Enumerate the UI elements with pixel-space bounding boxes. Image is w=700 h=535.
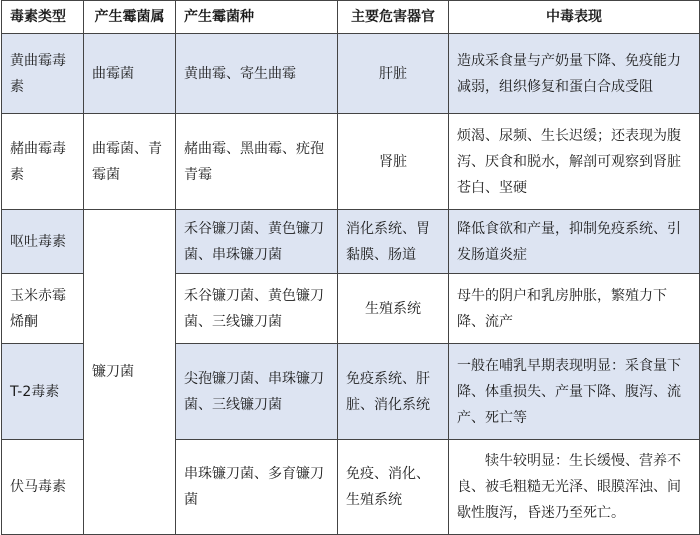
symptoms-cell: 一般在哺乳早期表现明显：采食量下降、体重损失、产量下降、腹泻、流产、死亡等 — [449, 344, 700, 440]
toxin-type-cell: 伏马毒素 — [2, 440, 84, 535]
species-cell: 串珠镰刀菌、多育镰刀菌 — [176, 440, 338, 535]
toxin-type-cell: T-2毒素 — [2, 344, 84, 440]
organ-cell: 生殖系统 — [338, 274, 449, 344]
symptoms-cell: 烦渴、尿频、生长迟缓；还表现为腹泻、厌食和脱水，解剖可观察到肾脏苍白、坚硬 — [449, 114, 700, 210]
organ-cell: 消化系统、胃黏膜、肠道 — [338, 210, 449, 274]
table-row — [2, 210, 700, 274]
table-header-row — [2, 1, 700, 34]
species-cell: 赭曲霉、黑曲霉、疣孢青霉 — [176, 114, 338, 210]
table-row — [2, 114, 700, 210]
species-cell: 禾谷镰刀菌、黄色镰刀菌、串珠镰刀菌 — [176, 210, 338, 274]
organ-cell: 肾脏 — [338, 114, 449, 210]
species-cell: 禾谷镰刀菌、黄色镰刀菌、三线镰刀菌 — [176, 274, 338, 344]
mycotoxin-table — [1, 0, 700, 535]
genus-cell-merged: 镰刀菌 — [84, 210, 176, 535]
header-target-organ: 主要危害器官 — [338, 1, 449, 34]
toxin-type-cell: 赭曲霉毒素 — [2, 114, 84, 210]
organ-cell: 免疫、消化、生殖系统 — [338, 440, 449, 535]
species-cell: 黄曲霉、寄生曲霉 — [176, 34, 338, 114]
table-row — [2, 34, 700, 114]
organ-cell: 免疫系统、肝脏、消化系统 — [338, 344, 449, 440]
genus-cell: 曲霉菌、青霉菌 — [84, 114, 176, 210]
genus-cell: 曲霉菌 — [84, 34, 176, 114]
header-toxin-type: 毒素类型 — [2, 1, 84, 34]
header-symptoms: 中毒表现 — [449, 1, 700, 34]
species-cell: 尖孢镰刀菌、串珠镰刀菌、三线镰刀菌 — [176, 344, 338, 440]
symptoms-cell: 母牛的阴户和乳房肿胀，繁殖力下降、流产 — [449, 274, 700, 344]
symptoms-cell: 降低食欲和产量，抑制免疫系统、引发肠道炎症 — [449, 210, 700, 274]
symptoms-cell: 犊牛较明显：生长缓慢、营养不良、被毛粗糙无光泽、眼膜浑浊、间歇性腹泻，昏迷乃至死亡。 — [449, 440, 700, 535]
toxin-type-cell: 黄曲霉毒素 — [2, 34, 84, 114]
symptoms-cell: 造成采食量与产奶量下降、免疫能力减弱，组织修复和蛋白合成受阻 — [449, 34, 700, 114]
organ-cell: 肝脏 — [338, 34, 449, 114]
header-species: 产生霉菌种 — [176, 1, 338, 34]
toxin-type-cell: 玉米赤霉烯酮 — [2, 274, 84, 344]
header-genus: 产生霉菌属 — [84, 1, 176, 34]
toxin-type-cell: 呕吐毒素 — [2, 210, 84, 274]
